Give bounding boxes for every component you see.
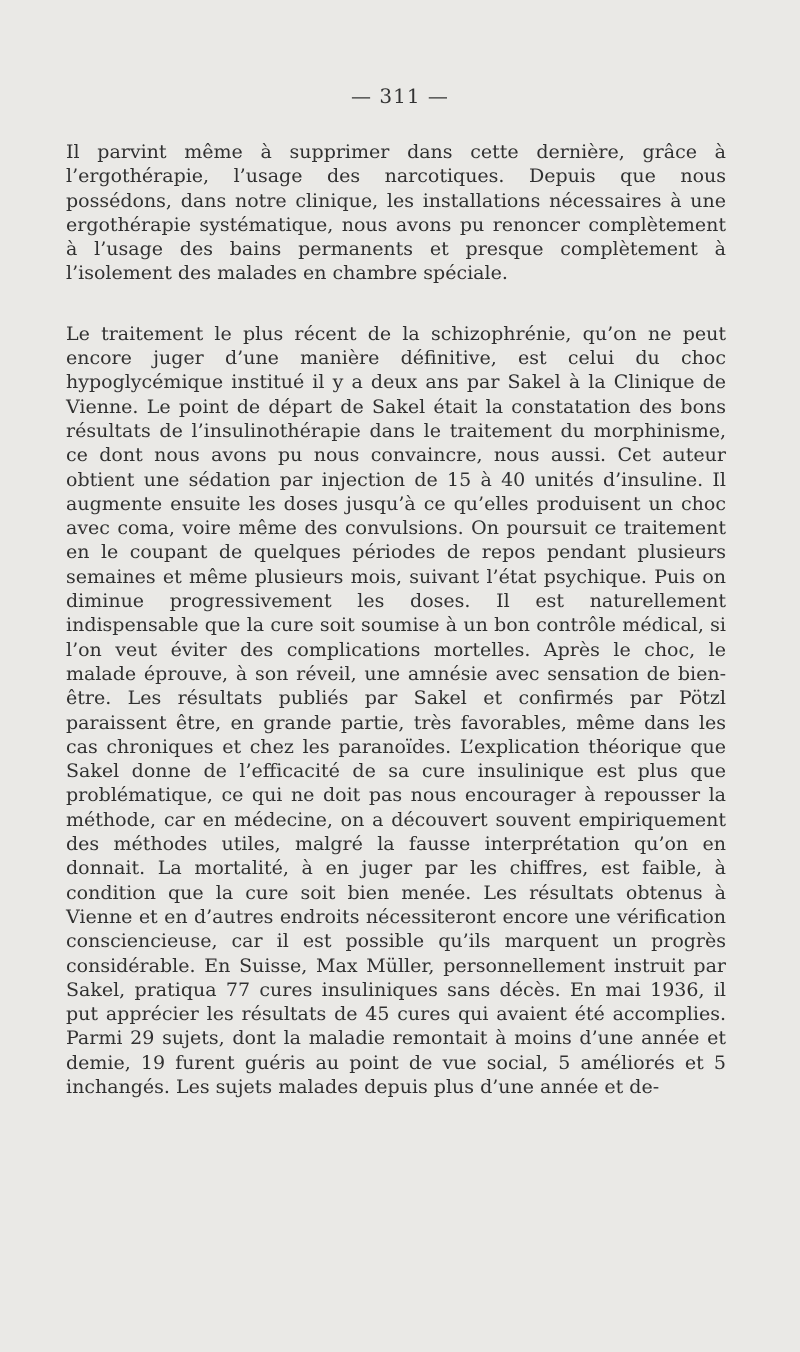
paragraph-ergotherapy: Il parvint même à supprimer dans cette dernière, grâce à l’ergothérapie, l’usage des narcotiques. Depuis que nous possédons, dans notre clinique, les installations nécessaires à une ergothérapie systématique, nous avons pu renoncer complètement à l’usage des bains permanents et presque complètement à l’isolement des malades en chambre spéciale. xyxy=(66,141,726,285)
body-text xyxy=(66,140,726,1099)
paragraph-insulin-shock: Le traitement le plus récent de la schizophrénie, qu’on ne peut encore juger d’une manière définitive, est celui du choc hypoglycémique institué il y a deux ans par Sakel à la Clinique de Vienne. Le point de départ de Sakel était la constatation des bons résultats de l’insulinothérapie dans le traitement du morphinisme, ce dont nous avons pu nous convaincre, nous aussi. Cet auteur obtient une sédation par injection de 15 à 40 unités d’insuline. Il augmente ensuite les doses jusqu’à ce qu’elles produisent un choc avec coma, voire même des convulsions. On poursuit ce traitement en le coupant de quelques périodes de repos pendant plusieurs semaines et même plusieurs mois, suivant l’état psychique. Puis on diminue progressivement les doses. Il est naturellement indispensable que la cure soit soumise à un bon contrôle médical, si l’on veut éviter des complications mortelles. Après le choc, le malade éprouve, à son réveil, une amnésie avec sensation de bien-être. Les résultats publiés par Sakel et confirmés par Pötzl paraissent être, en grande partie, très favorables, même dans les cas chroniques et chez les paranoïdes. L’explication théorique que Sakel donne de l’efficacité de sa cure insulinique est plus que problématique, ce qui ne doit pas nous encourager à repousser la méthode, car en médecine, on a découvert souvent empiriquement des méthodes utiles, malgré la fausse interprétation qu’on en donnait. La mortalité, à en juger par les chiffres, est faible, à condition que la cure soit bien menée. Les résultats obtenus à Vienne et en d’autres endroits nécessiteront encore une vérification consciencieuse, car il est possible qu’ils marquent un progrès considérable. En Suisse, Max Müller, personnellement instruit par Sakel, pratiqua 77 cures insuliniques sans décès. En mai 1936, il put apprécier les résultats de 45 cures qui avaient été accomplies. Parmi 29 sujets, dont la maladie remontait à moins d’une année et demie, 19 furent guéris au point de vue social, 5 améliorés et 5 inchangés. Les sujets malades depuis plus d’une année et de- xyxy=(66,322,726,1098)
page-number: — 311 — xyxy=(351,84,449,108)
